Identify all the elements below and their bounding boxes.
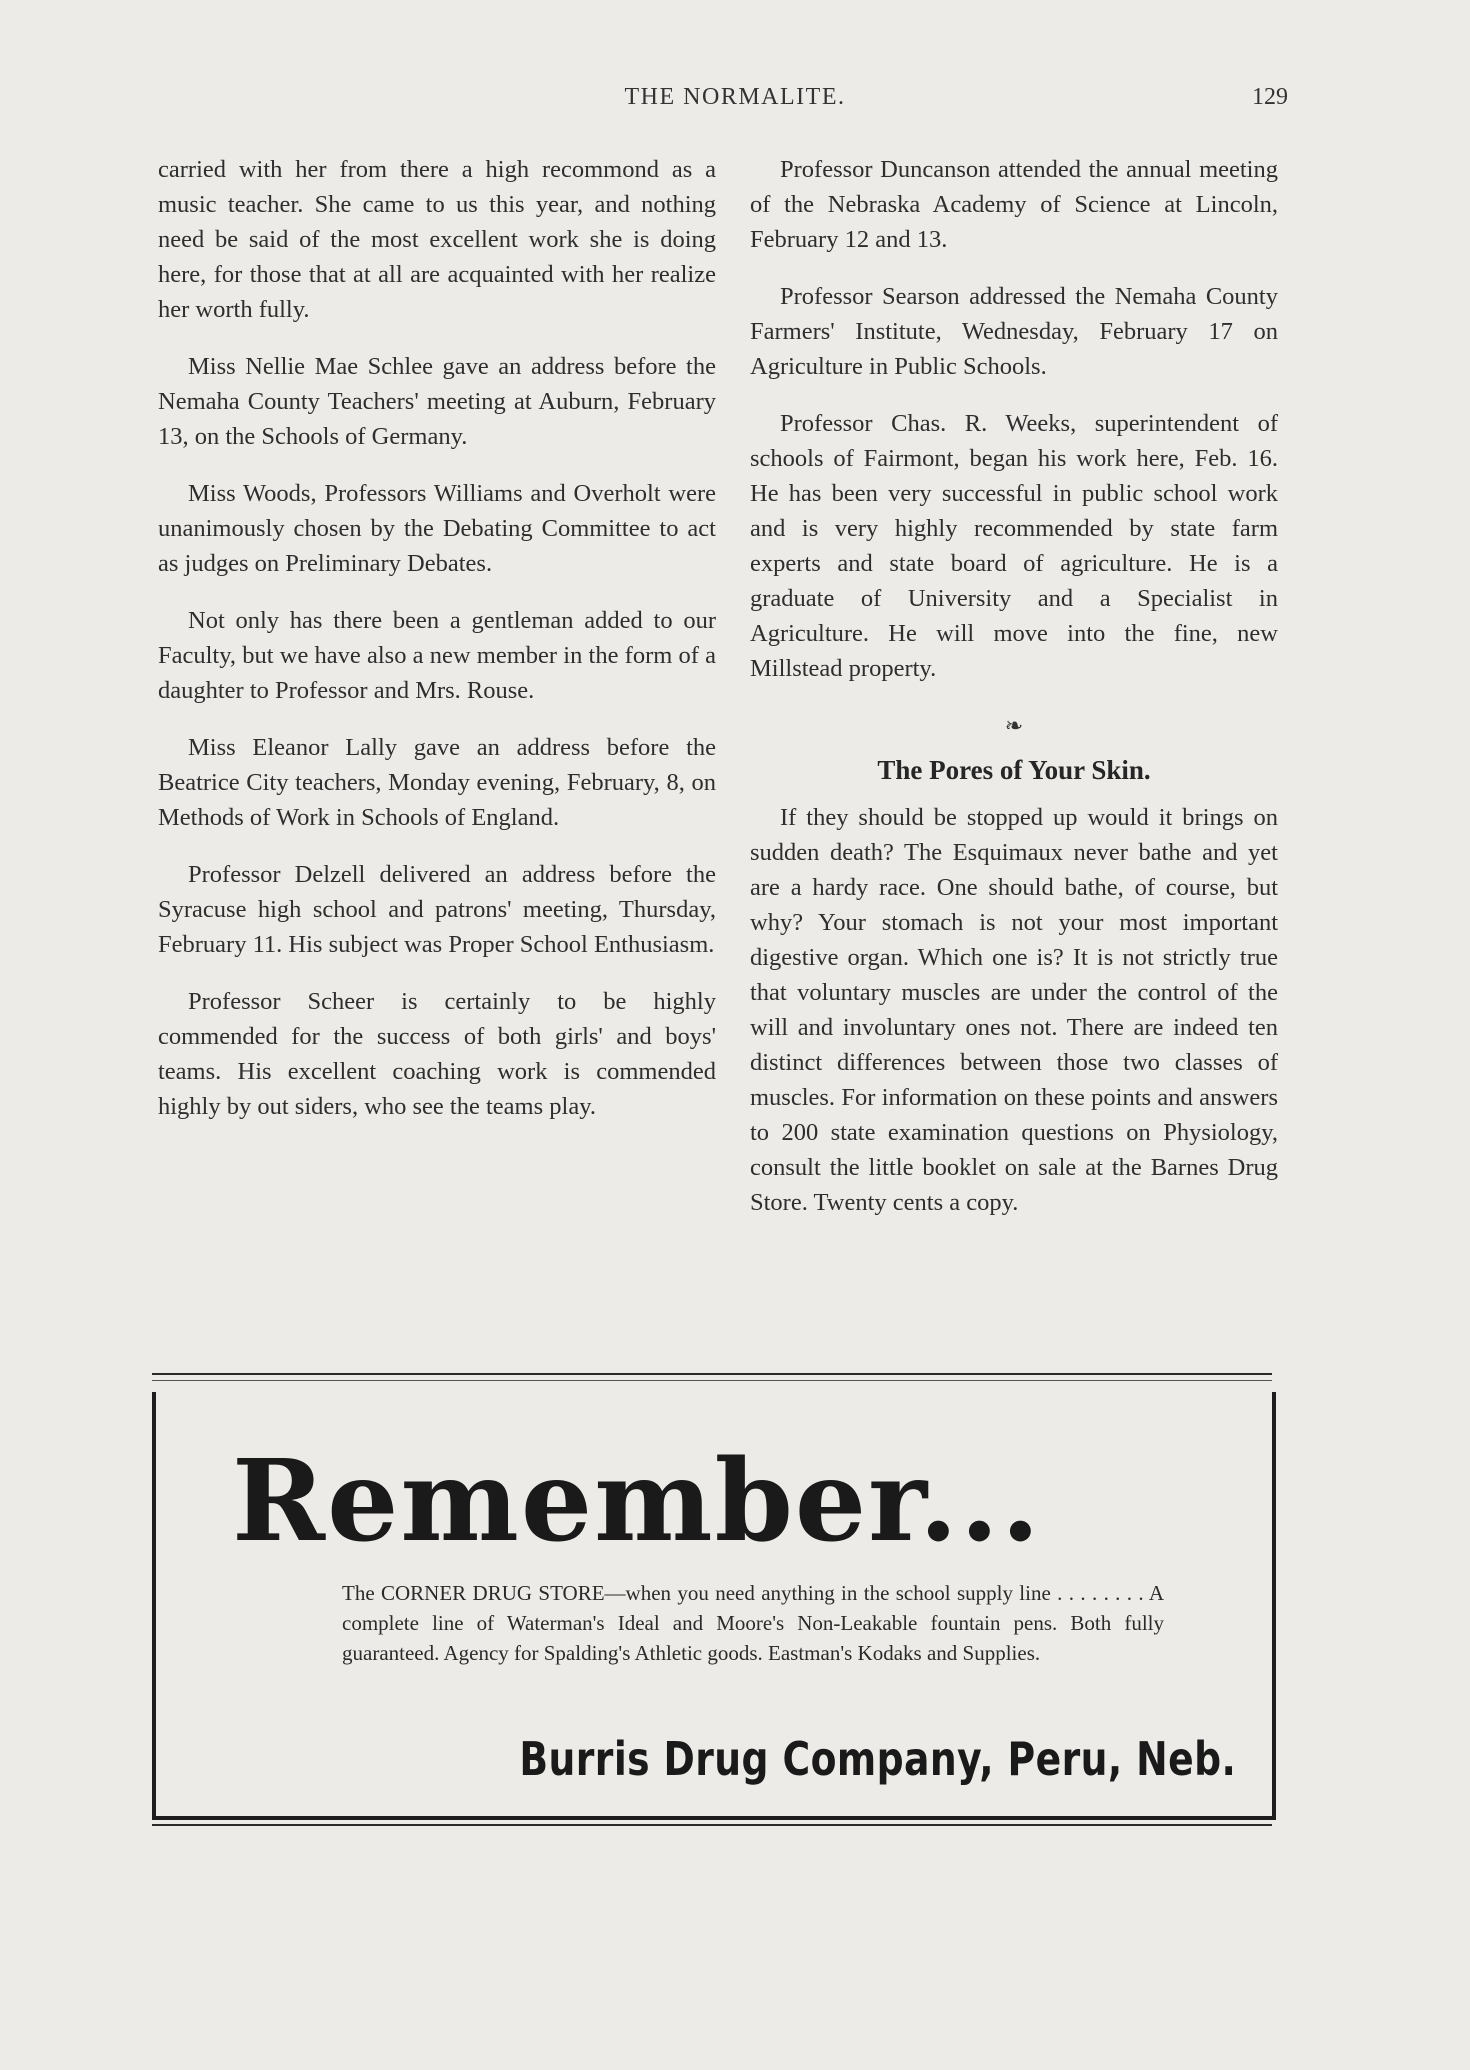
paragraph: Professor Scheer is certainly to be highly commended for the success of both girls' and boys' teams. His excellent coaching work is commended highly by out siders, who see the teams play.: [158, 988, 716, 1120]
section-heading: The Pores of Your Skin.: [877, 755, 1151, 785]
divider-rule: [152, 1380, 1272, 1381]
leaf-ornament-icon: ❧: [1004, 713, 1024, 738]
paragraph: Miss Woods, Professors Williams and Overholt were unanimously chosen by the Debating Committee to act as judges on Preliminary Debates.: [158, 480, 716, 577]
page-number: 129: [1252, 84, 1288, 110]
ad-signature: Burris Drug Company, Peru, Neb.: [519, 1732, 1236, 1786]
paragraph: Miss Nellie Mae Schlee gave an address before the Nemaha County Teachers' meeting at Auburn, February 13, on the Schools of Germany.: [158, 353, 716, 450]
ad-body: The CORNER DRUG STORE—when you need anything in the school supply line . . . . . . . . A complete line of Waterman's Ideal and Moore's Non-Leakable fountain pens. Both fully guaranteed. Agency for Spalding's Athletic goods. Eastman's Kodaks and Supplies.: [342, 1581, 1164, 1665]
divider-rule: [152, 1373, 1272, 1375]
ad-headline: Remember...: [232, 1436, 1042, 1567]
running-title: THE NORMALITE.: [624, 84, 846, 110]
right-column: [750, 152, 1278, 1242]
paragraph: Professor Delzell delivered an address before the Syracuse high school and patrons' meeting, Thursday, February 11. His subject was Proper School Enthusiasm.: [158, 861, 716, 958]
paragraph: Professor Duncanson attended the annual meeting of the Nebraska Academy of Science at Lincoln, February 12 and 13.: [750, 156, 1278, 253]
left-column: [158, 152, 716, 1146]
paragraph: Professor Searson addressed the Nemaha County Farmers' Institute, Wednesday, February 17 on Agriculture in Public Schools.: [750, 283, 1278, 380]
advertisement-box: [152, 1392, 1276, 1820]
divider-rule: [152, 1824, 1272, 1826]
page-header: [0, 84, 1470, 124]
paragraph: If they should be stopped up would it brings on sudden death? The Esquimaux never bathe and yet are a hardy race. One should bathe, of course, but why? Your stomach is not your most important digestive organ. Which one is? It is not strictly true that voluntary muscles are under the control of the will and involuntary ones not. There are indeed ten distinct differences between those two classes of muscles. For information on these points and answers to 200 state examination questions on Physiology, consult the little booklet on sale at the Barnes Drug Store. Twenty cents a copy.: [750, 804, 1278, 1216]
paragraph: Miss Eleanor Lally gave an address before the Beatrice City teachers, Monday evening, February, 8, on Methods of Work in Schools of England.: [158, 734, 716, 831]
paragraph-continued: carried with her from there a high recommond as a music teacher. She came to us this year, and nothing need be said of the most excellent work she is doing here, for those that at all are acquainted with her realize her worth fully.: [158, 156, 716, 323]
paragraph: Professor Chas. R. Weeks, superintendent of schools of Fairmont, began his work here, Feb. 16. He has been very successful in public school work and is very highly recommended by state farm experts and state board of agriculture. He is a graduate of University and a Specialist in Agriculture. He will move into the fine, new Millstead property.: [750, 410, 1278, 682]
paragraph: Not only has there been a gentleman added to our Faculty, but we have also a new member in the form of a daughter to Professor and Mrs. Rouse.: [158, 607, 716, 704]
